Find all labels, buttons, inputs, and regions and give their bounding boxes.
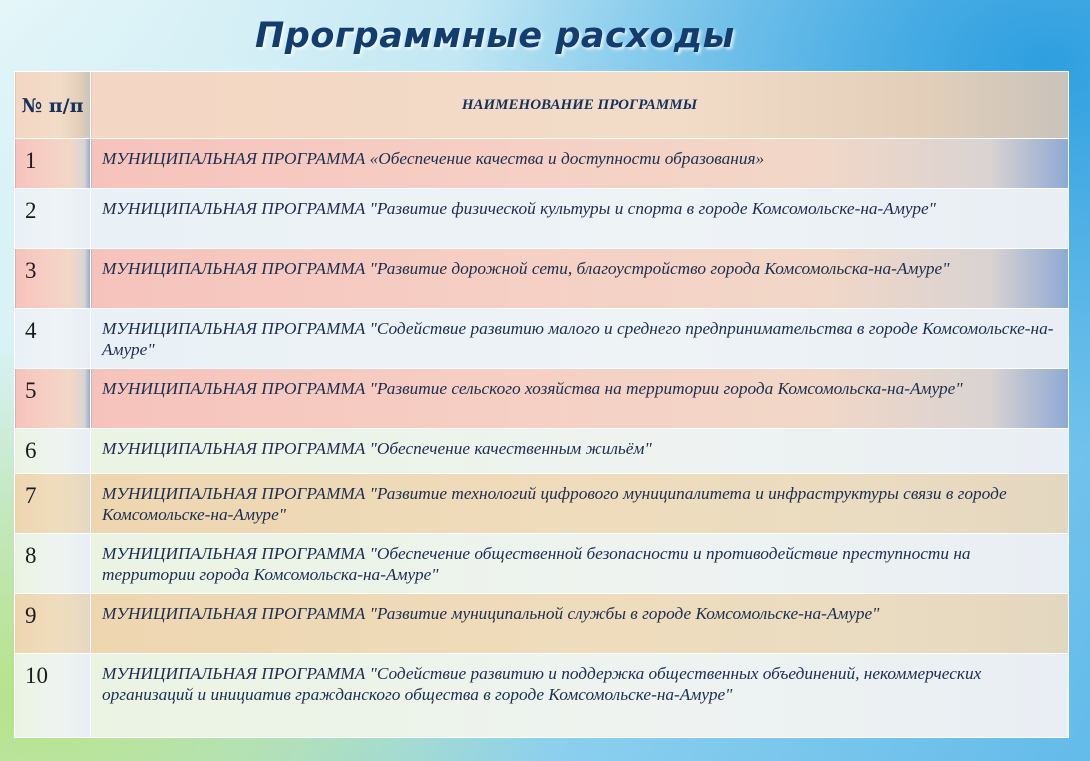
- table-header-row: [15, 72, 1069, 139]
- row-number: 2: [15, 189, 91, 249]
- row-number: 10: [15, 654, 91, 738]
- slide-title: Программные расходы: [255, 16, 735, 56]
- table-row: [15, 249, 1069, 309]
- table-row: [15, 369, 1069, 429]
- column-header-program-name: НАИМЕНОВАНИЕ ПРОГРАММЫ: [91, 72, 1069, 139]
- programs-table: [14, 71, 1069, 738]
- row-number: 1: [15, 139, 91, 189]
- program-name: МУНИЦИПАЛЬНАЯ ПРОГРАММА "Развитие физической культуры и спорта в городе Комсомольске-на-Амуре": [91, 189, 1069, 249]
- program-name: МУНИЦИПАЛЬНАЯ ПРОГРАММА "Содействие развитию малого и среднего предпринимательства в городе Комсомольске-на-Амуре": [91, 309, 1069, 369]
- program-name: МУНИЦИПАЛЬНАЯ ПРОГРАММА "Развитие муниципальной службы в городе Комсомольске-на-Амуре": [91, 594, 1069, 654]
- table-row: [15, 654, 1069, 738]
- table-row: [15, 189, 1069, 249]
- row-number: 4: [15, 309, 91, 369]
- row-number: 8: [15, 534, 91, 594]
- program-name: МУНИЦИПАЛЬНАЯ ПРОГРАММА "Содействие развитию и поддержка общественных объединений, некоммерческих организаций и инициатив гражданского общества в городе Комсомольске-на-Амуре": [91, 654, 1069, 738]
- row-number: 3: [15, 249, 91, 309]
- row-number: 5: [15, 369, 91, 429]
- program-name: МУНИЦИПАЛЬНАЯ ПРОГРАММА «Обеспечение качества и доступности образования»: [91, 139, 1069, 189]
- table-row: [15, 534, 1069, 594]
- programs-table-container: [14, 71, 1069, 737]
- program-name: МУНИЦИПАЛЬНАЯ ПРОГРАММА "Обеспечение качественным жильём": [91, 429, 1069, 474]
- program-name: МУНИЦИПАЛЬНАЯ ПРОГРАММА "Развитие технологий цифрового муниципалитета и инфраструктуры связи в городе Комсомольске-на-Амуре": [91, 474, 1069, 534]
- column-header-number: № п/п: [15, 72, 91, 139]
- table-row: [15, 139, 1069, 189]
- table-row: [15, 594, 1069, 654]
- program-name: МУНИЦИПАЛЬНАЯ ПРОГРАММА "Развитие дорожной сети, благоустройство города Комсомольска-на-Амуре": [91, 249, 1069, 309]
- row-number: 7: [15, 474, 91, 534]
- row-number: 9: [15, 594, 91, 654]
- table-row: [15, 429, 1069, 474]
- table-row: [15, 474, 1069, 534]
- row-number: 6: [15, 429, 91, 474]
- program-name: МУНИЦИПАЛЬНАЯ ПРОГРАММА "Обеспечение общественной безопасности и противодействие преступности на территории города Комсомольска-на-Амуре": [91, 534, 1069, 594]
- table-row: [15, 309, 1069, 369]
- program-name: МУНИЦИПАЛЬНАЯ ПРОГРАММА "Развитие сельского хозяйства на территории города Комсомольска-на-Амуре": [91, 369, 1069, 429]
